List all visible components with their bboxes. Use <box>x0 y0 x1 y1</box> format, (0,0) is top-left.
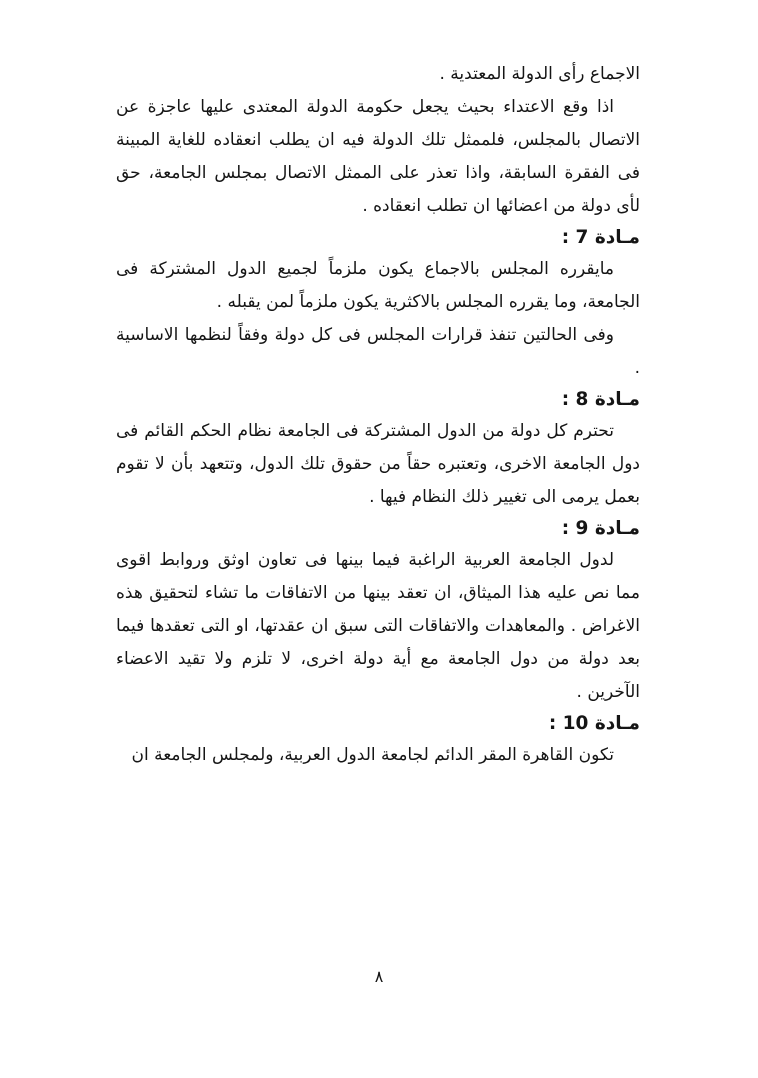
paragraph-continuation: الاجماع رأى الدولة المعتدية . <box>439 64 640 84</box>
intro-paragraph: اذا وقع الاعتداء بحيث يجعل حكومة الدولة المعتدى عليها عاجزة عن الاتصال بالمجلس، فلممثل تلك الدولة فيه ان يطلب انعقاده للغاية المبينة فى الفقرة السابقة، واذا تعذر على الممثل الاتصال بمجلس الجامعة، حق لأى دولة من اعضائها ان تطلب انعقاده . <box>116 97 640 216</box>
article-9-heading: مـادة 9 : <box>561 518 640 539</box>
article-10-paragraph-1: تكون القاهرة المقر الدائم لجامعة الدول العربية، ولمجلس الجامعة ان <box>131 745 614 765</box>
article-7-heading: مـادة 7 : <box>561 227 640 248</box>
article-7-paragraph-2: وفى الحالتين تنفذ قرارات المجلس فى كل دولة وفقاً لنظمها الاساسية . <box>116 325 640 378</box>
article-9-paragraph-1: لدول الجامعة العربية الراغبة فيما بينها فى تعاون اوثق وروابط اقوى مما نص عليه هذا الميثاق، ان تعقد بينها من الاتفاقات ما تشاء لتحقيق هذه الاغراض . والمعاهدات والاتفاقات التى سبق ان عقدتها، او التى تعقدها فيما بعد دولة من دول الجامعة مع أية دولة اخرى، لا تلزم ولا تقيد الاعضاء الآخرين . <box>116 550 640 702</box>
article-8-paragraph-1: تحترم كل دولة من الدول المشتركة فى الجامعة نظام الحكم القائم فى دول الجامعة الاخرى، وتعتبره حقاً من حقوق تلك الدول، وتتعهد بأن لا تقوم بعمل يرمى الى تغيير ذلك النظام فيها . <box>116 421 640 507</box>
page-number: ٨ <box>374 967 384 986</box>
article-7-paragraph-1: مايقرره المجلس بالاجماع يكون ملزماً لجميع الدول المشتركة فى الجامعة، وما يقرره المجلس بالاكثرية يكون ملزماً لمن يقبله . <box>116 259 640 312</box>
article-8-heading: مـادة 8 : <box>561 389 640 410</box>
text-column <box>116 58 640 772</box>
article-10-heading: مـادة 10 : <box>548 713 640 734</box>
